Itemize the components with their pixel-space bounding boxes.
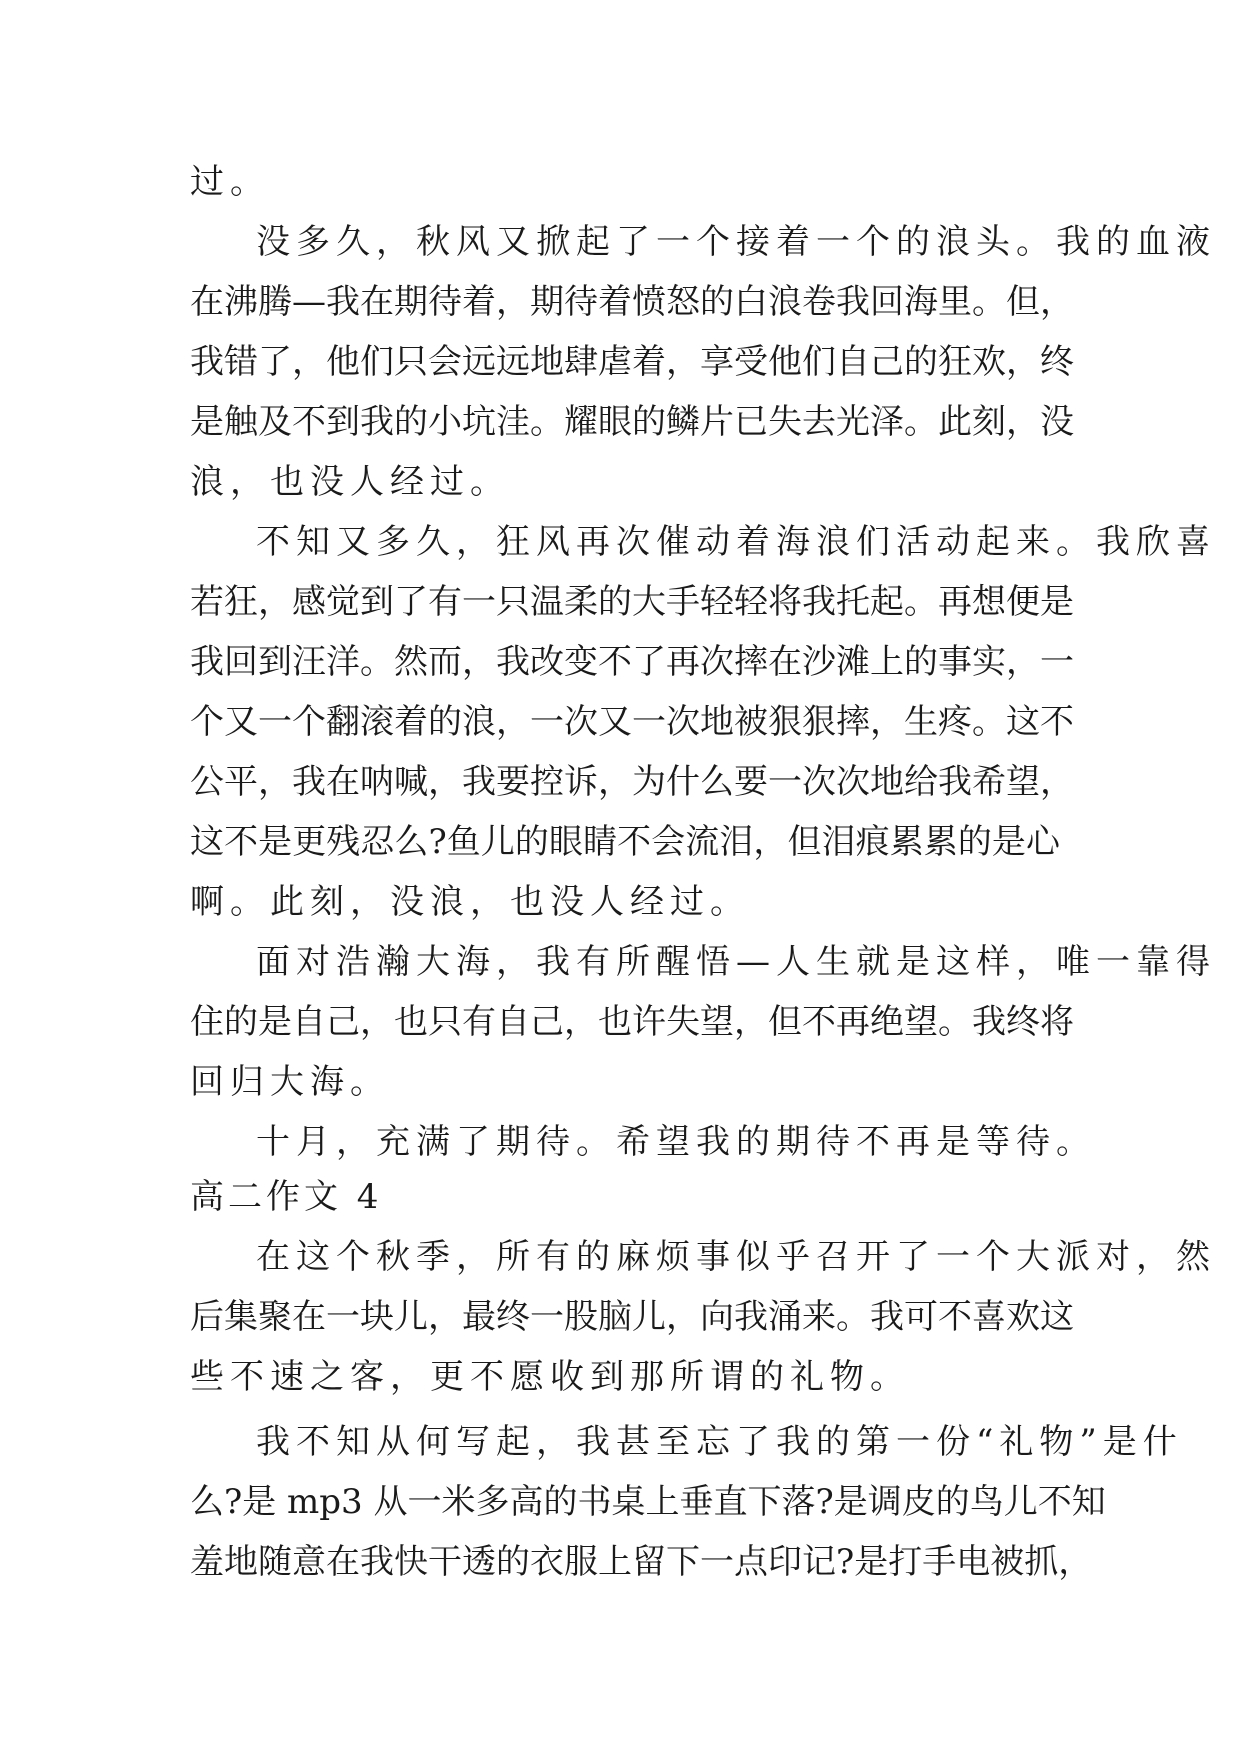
text-line: 些不速之客，更不愿收到那所谓的礼物。 [190,1357,910,1397]
paragraph-start-line: 十月，充满了期待。希望我的期待不再是等待。 [256,1122,1096,1162]
text-line: 若狂，感觉到了有一只温柔的大手轻轻将我托起。再想便是 [190,582,1074,622]
section-heading: 高二作文 4 [190,1177,383,1217]
text-line: 后集聚在一块儿，最终一股脑儿，向我涌来。我可不喜欢这 [190,1297,1074,1337]
text-line: 个又一个翻滚着的浪，一次又一次地被狠狠摔，生疼。这不 [190,702,1074,742]
paragraph-start-line: 我不知从何写起，我甚至忘了我的第一份“礼物”是什 [256,1422,1183,1462]
text-line: 过。 [190,162,270,202]
text-line: 啊。此刻，没浪，也没人经过。 [190,882,750,922]
text-line: 浪，也没人经过。 [190,462,510,502]
text-line: 么?是 mp3 从一米多高的书桌上垂直下落?是调皮的鸟儿不知 [190,1482,1106,1522]
text-line: 羞地随意在我快干透的衣服上留下一点印记?是打手电被抓， [190,1542,1093,1582]
text-line: 我错了，他们只会远远地肆虐着，享受他们自己的狂欢，终 [190,342,1074,382]
text-line: 住的是自己，也只有自己，也许失望，但不再绝望。我终将 [190,1002,1074,1042]
text-line: 公平，我在呐喊，我要控诉，为什么要一次次地给我希望， [190,762,1074,802]
text-line: 回归大海。 [190,1062,390,1102]
text-line: 这不是更残忍么?鱼儿的眼睛不会流泪，但泪痕累累的是心 [190,822,1060,862]
text-line: 我回到汪洋。然而，我改变不了再次摔在沙滩上的事实，一 [190,642,1074,682]
paragraph-start-line: 不知又多久，狂风再次催动着海浪们活动起来。我欣喜 [256,522,1216,562]
paragraph-start-line: 在这个秋季，所有的麻烦事似乎召开了一个大派对，然 [256,1237,1216,1277]
paragraph-start-line: 面对浩瀚大海，我有所醒悟—人生就是这样，唯一靠得 [256,942,1216,982]
text-line: 是触及不到我的小坑洼。耀眼的鳞片已失去光泽。此刻，没 [190,402,1074,442]
paragraph-start-line: 没多久，秋风又掀起了一个接着一个的浪头。我的血液 [256,222,1216,262]
text-line: 在沸腾—我在期待着，期待着愤怒的白浪卷我回海里。但， [190,282,1074,322]
